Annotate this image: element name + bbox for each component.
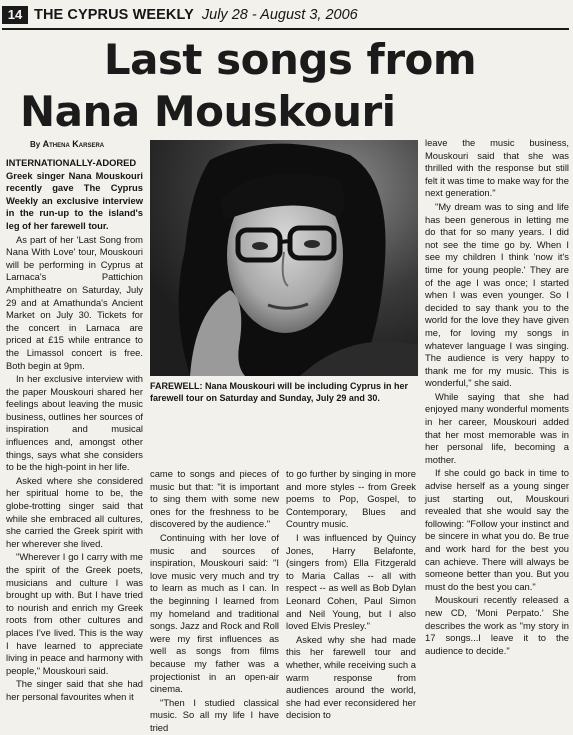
- photo-caption: FAREWELL: Nana Mouskouri will be including Cyprus in her farewell tour on Saturday and Sunday, July 29 and 30.: [150, 381, 409, 403]
- portrait-illustration: [150, 140, 418, 376]
- paragraph: In her exclusive interview with the paper Mouskouri shared her feelings about leaving the music business, outlines her sources of inspiration and musical influences and, amongst other things, says what she considers to be the high-point in her life.: [6, 373, 143, 473]
- paragraph: leave the music business, Mouskouri said that she was thrilled with the response but still felt it was time to make way for the next generation.": [425, 137, 569, 199]
- article-column-4: [425, 137, 569, 658]
- byline-author: Athena Karsera: [42, 139, 105, 149]
- headline-line-1: Last songs from: [103, 35, 477, 84]
- paragraph: "Then I studied classical music. So all my life I have tried: [150, 696, 279, 733]
- paragraph: Asked where she considered her spiritual home to be, the globe-trotting singer said that while she embraced all cultures, she carried the Greek spirit with her wherever she lived.: [6, 474, 143, 549]
- issue-date: July 28 - August 3, 2006: [201, 7, 358, 23]
- paragraph: Asked why she had made this her farewell tour and whether, while receiving such a warm response from audiences around the world, she had ever reconsidered her decision to: [286, 633, 416, 721]
- paragraph: While saying that she had enjoyed many wonderful moments in her career, Mouskouri added that her most memorable was in her personal life, becoming a mother.: [425, 390, 569, 465]
- headline-line-2: Nana Mouskouri: [20, 87, 396, 136]
- paragraph: If she could go back in time to advise herself as a young singer just starting out, Mouskouri revealed that she would say the following: "Follow your instinct and be sincere in what you do. Be true and work hard for the best you can achieve. There will always be someone better than you. But you must do the best you can.": [425, 467, 569, 592]
- paragraph: "My dream was to sing and life has been generous in letting me do that for so many years. I did not see the time go by. When I see my children I think 'now it's time for young people.' They are of the age I was once; I started when I was even younger. So I decided to say thank you to the world for the love they have given me, for loving my songs in whatever language I was singing. The audience is very happy to thank me for my music. This is wonderful," she said.: [425, 200, 569, 389]
- header-rule: [2, 28, 569, 30]
- paragraph: Continuing with her love of music and sources of inspiration, Mouskouri said: "I love music very much and try to learn as much as I can. In the beginning I learned from my homeland and traditional songs. Jazz and Rock and Roll were my first influences as well as songs from films because my father was a projectionist in an open-air cinema.: [150, 531, 279, 695]
- article-column-2: [150, 468, 279, 735]
- paragraph: "Wherever I go I carry with me the spirit of the Greek poets, musicians and culture I was brought up with. But I have tried to nourish and enrich my Greek roots from other cultures and places I've lived. This is the way I have learned to appreciate living in peace and harmony with people," Mouskouri said.: [6, 551, 143, 676]
- paragraph: came to songs and pieces of music but that: "it is important to sing them with some new ones for the freshness to be discovered by the audience.": [150, 468, 279, 530]
- paragraph: The singer said that she had her personal favourites when it: [6, 678, 143, 702]
- paragraph: to go further by singing in more and more styles -- from Greek poems to Pop, Gospel, to Contemporary, Blues and Country music.: [286, 468, 416, 530]
- article-photo: [150, 140, 418, 376]
- lead-paragraph: INTERNATIONALLY-ADORED Greek singer Nana Mouskouri recently gave The Cyprus Weekly an exclusive interview in the run-up to the island's leg of her farewell tour.: [6, 157, 143, 231]
- paragraph: I was influenced by Quincy Jones, Harry Belafonte, (singers from) Ella Fitzgerald to Maria Callas -- all with respect -- as well as Bob Dylan Leonard Cohen, Paul Simon and Neil Young, but I also loved Elvis Presley.": [286, 531, 416, 632]
- byline: [30, 139, 104, 149]
- page-number: 14: [2, 6, 28, 24]
- byline-prefix: By: [30, 140, 41, 149]
- article-column-1: [6, 157, 143, 705]
- paragraph: As part of her 'Last Song from Nana With Love' tour, Mouskouri will be performing in Cyprus at Larnaca's Pattichion Amphitheatre on Saturday, July 29 and at Amathunda's Ancient Market on July 30. Tickets for the concert in Larnaca are priced at £15 while entrance to the Limassol concert is free. Both begin at 9pm.: [6, 233, 143, 371]
- publication-name: THE CYPRUS WEEKLY: [34, 7, 194, 23]
- headline: [20, 34, 560, 138]
- paragraph: Mouskouri recently released a new CD, 'Moni Perpato.' She describes the work as "my story in 17 songs...I leave it to the audience to decide.": [425, 594, 569, 656]
- article-column-3: [286, 468, 416, 723]
- page-header: [2, 5, 358, 25]
